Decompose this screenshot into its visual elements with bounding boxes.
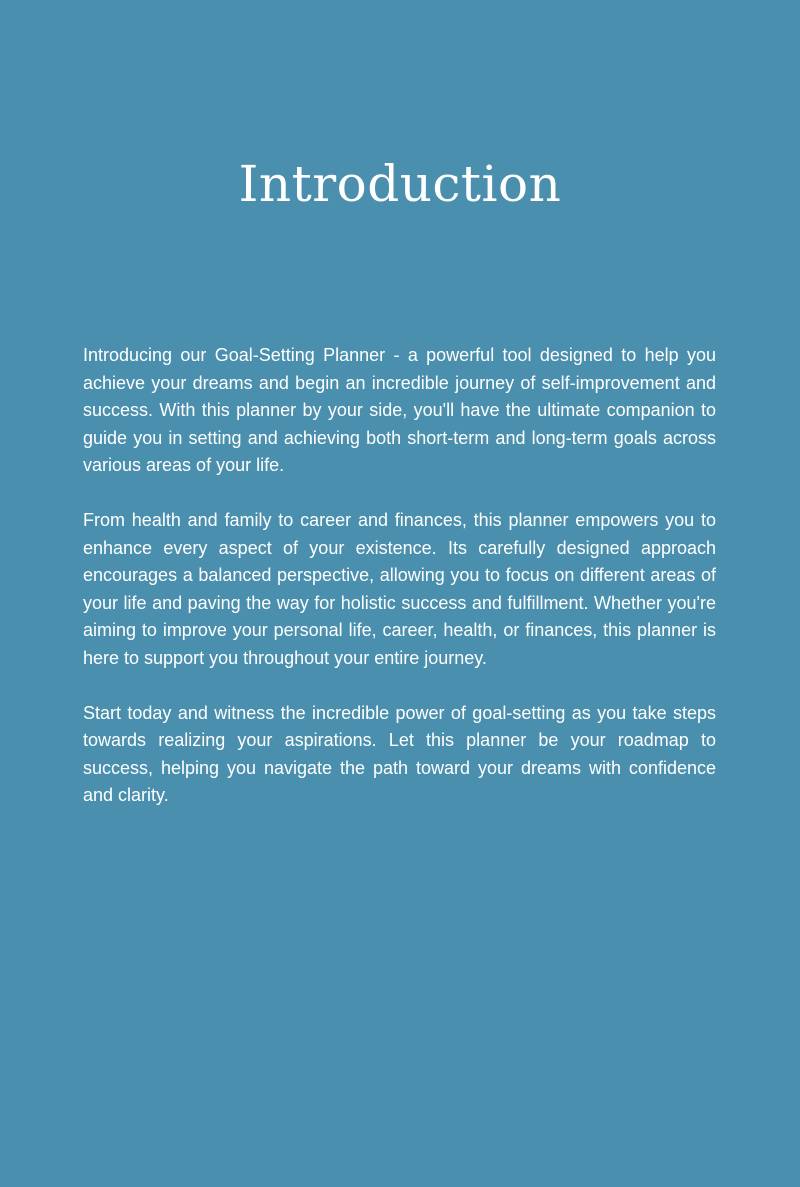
intro-text <box>83 342 716 837</box>
intro-paragraph-2: From health and family to career and finances, this planner empowers you to enhance every aspect of your existence. Its carefully designed approach encourages a balanced perspective, allowing you to focus on different areas of your life and paving the way for holistic success and fulfillment. Whether you're aiming to improve your personal life, career, health, or finances, this planner is here to support you throughout your entire journey. <box>83 510 716 668</box>
intro-paragraph-1: Introducing our Goal-Setting Planner - a powerful tool designed to help you achieve your dreams and begin an incredible journey of self-improvement and success. With this planner by your side, you'll have the ultimate companion to guide you in setting and achieving both short-term and long-term goals across various areas of your life. <box>83 345 716 475</box>
page-title: Introduction <box>238 155 562 213</box>
intro-paragraph-3: Start today and witness the incredible power of goal-setting as you take steps towards realizing your aspirations. Let this planner be your roadmap to success, helping you navigate the path toward your dreams with confidence and clarity. <box>83 702 716 805</box>
